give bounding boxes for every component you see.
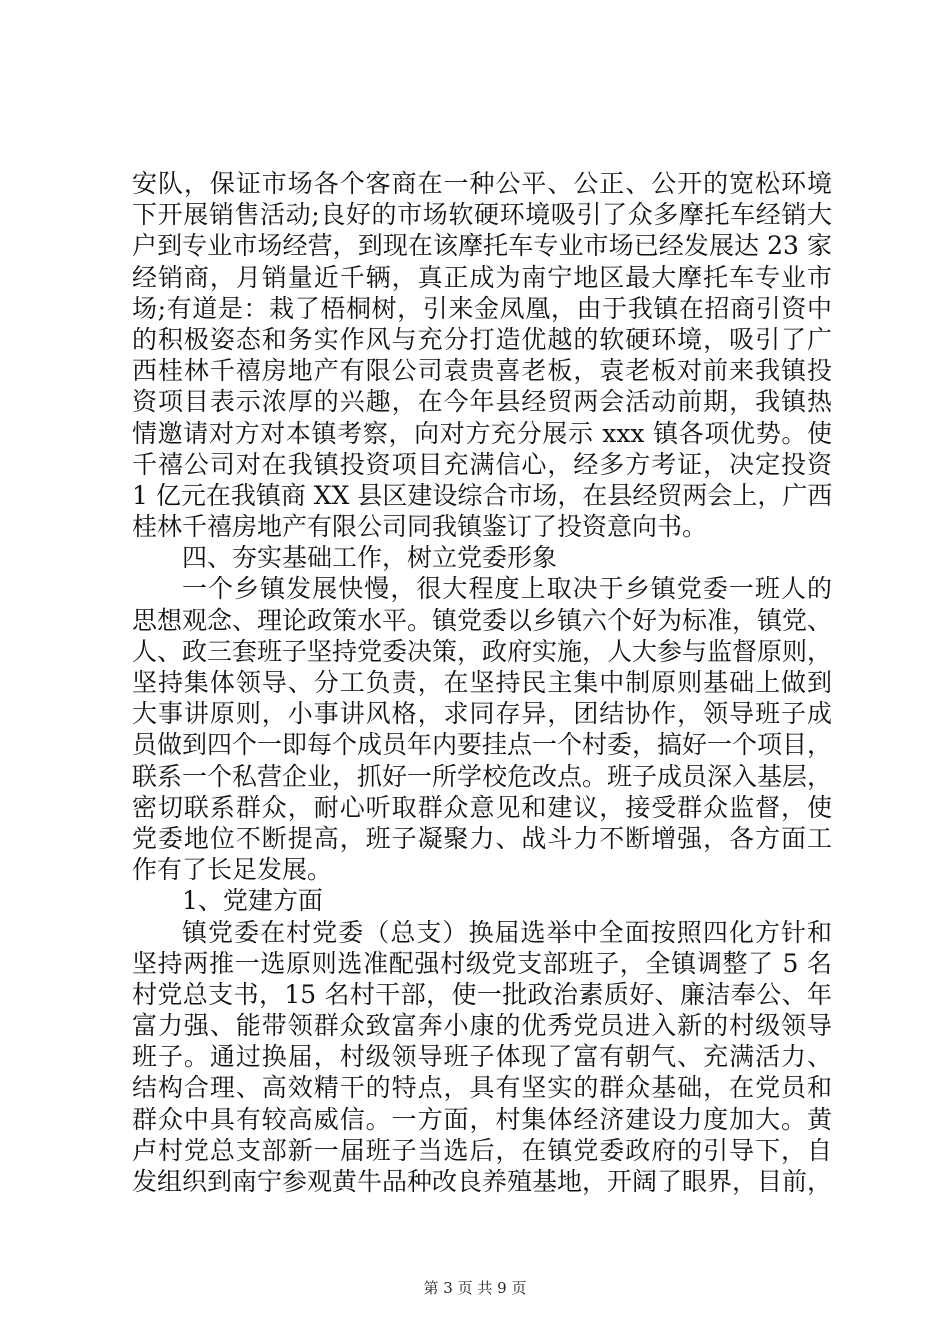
text-line: 1 亿元在我镇商 XX 县区建设综合市场，在县经贸两会上，广西 bbox=[132, 480, 833, 510]
text-line: 下开展销售活动;良好的市场软硬环境吸引了众多摩托车经销大 bbox=[132, 200, 832, 230]
page-number-footer: 第 3 页 共 9 页 bbox=[423, 1279, 527, 1297]
text-line: 桂林千禧房地产有限公司同我镇鉴订了投资意向书。 bbox=[132, 512, 708, 542]
text-line: 人、政三套班子坚持党委决策，政府实施，人大参与监督原则， bbox=[132, 636, 833, 666]
text-line: 的积极姿态和务实作风与充分打造优越的软硬环境，吸引了广 bbox=[132, 324, 832, 354]
text-line: 员做到四个一即每个成员年内要挂点一个村委，搞好一个项目， bbox=[132, 730, 833, 760]
text-line: 西桂林千禧房地产有限公司袁贵喜老板，袁老板对前来我镇投 bbox=[132, 356, 832, 386]
text-line: 联系一个私营企业，抓好一所学校危改点。班子成员深入基层， bbox=[132, 761, 833, 791]
text-line: 富力强、能带领群众致富奔小康的优秀党员进入新的村级领导 bbox=[132, 1011, 832, 1041]
text-line: 千禧公司对在我镇投资项目充满信心，经多方考证，决定投资 bbox=[132, 449, 832, 479]
text-line: 一个乡镇发展快慢，很大程度上取决于乡镇党委一班人的 bbox=[182, 574, 832, 604]
text-line: 结构合理、高效精干的特点，具有坚实的群众基础，在党员和 bbox=[132, 1073, 832, 1103]
text-line: 安队，保证市场各个客商在一种公平、公正、公开的宽松环境 bbox=[132, 169, 832, 198]
text-line: 密切联系群众，耐心听取群众意见和建议，接受群众监督，使 bbox=[132, 792, 832, 822]
text-line: 场;有道是：栽了梧桐树，引来金凤凰，由于我镇在招商引资中 bbox=[132, 293, 832, 323]
text-line: 镇党委在村党委（总支）换届选举中全面按照四化方针和 bbox=[182, 917, 832, 947]
text-line: 四、夯实基础工作，树立党委形象 bbox=[182, 543, 558, 573]
text-line: 班子。通过换届，村级领导班子体现了富有朝气、充满活力、 bbox=[132, 1042, 832, 1072]
text-line: 资项目表示浓厚的兴趣，在今年县经贸两会活动前期，我镇热 bbox=[132, 387, 832, 417]
text-line: 村党总支书，15 名村干部，使一批政治素质好、廉洁奉公、年 bbox=[132, 979, 832, 1009]
text-line: 1、党建方面 bbox=[182, 886, 323, 916]
text-line: 发组织到南宁参观黄牛品种改良养殖基地，开阔了眼界，目前， bbox=[132, 1167, 833, 1196]
text-line: 经销商，月销量近千辆，真正成为南宁地区最大摩托车专业市 bbox=[132, 262, 832, 292]
document-body bbox=[132, 168, 832, 1197]
text-line: 坚持集体领导、分工负责，在坚持民主集中制原则基础上做到 bbox=[132, 668, 832, 697]
text-line: 情邀请对方对本镇考察，向对方充分展示 xxx 镇各项优势。使 bbox=[132, 418, 832, 448]
text-line: 卢村党总支部新一届班子当选后，在镇党委政府的引导下，自 bbox=[132, 1135, 832, 1165]
text-line: 坚持两推一选原则选准配强村级党支部班子，全镇调整了 5 名 bbox=[132, 948, 832, 978]
text-line: 作有了长足发展。 bbox=[132, 855, 333, 885]
text-line: 思想观念、理论政策水平。镇党委以乡镇六个好为标准，镇党、 bbox=[132, 605, 833, 635]
text-line: 党委地位不断提高，班子凝聚力、战斗力不断增强，各方面工 bbox=[132, 823, 832, 853]
text-line: 户到专业市场经营，到现在该摩托车专业市场已经发展达 23 家 bbox=[132, 231, 832, 261]
text-line: 群众中具有较高威信。一方面，村集体经济建设力度加大。黄 bbox=[132, 1104, 832, 1134]
text-line: 大事讲原则，小事讲风格，求同存异，团结协作，领导班子成 bbox=[132, 699, 832, 729]
